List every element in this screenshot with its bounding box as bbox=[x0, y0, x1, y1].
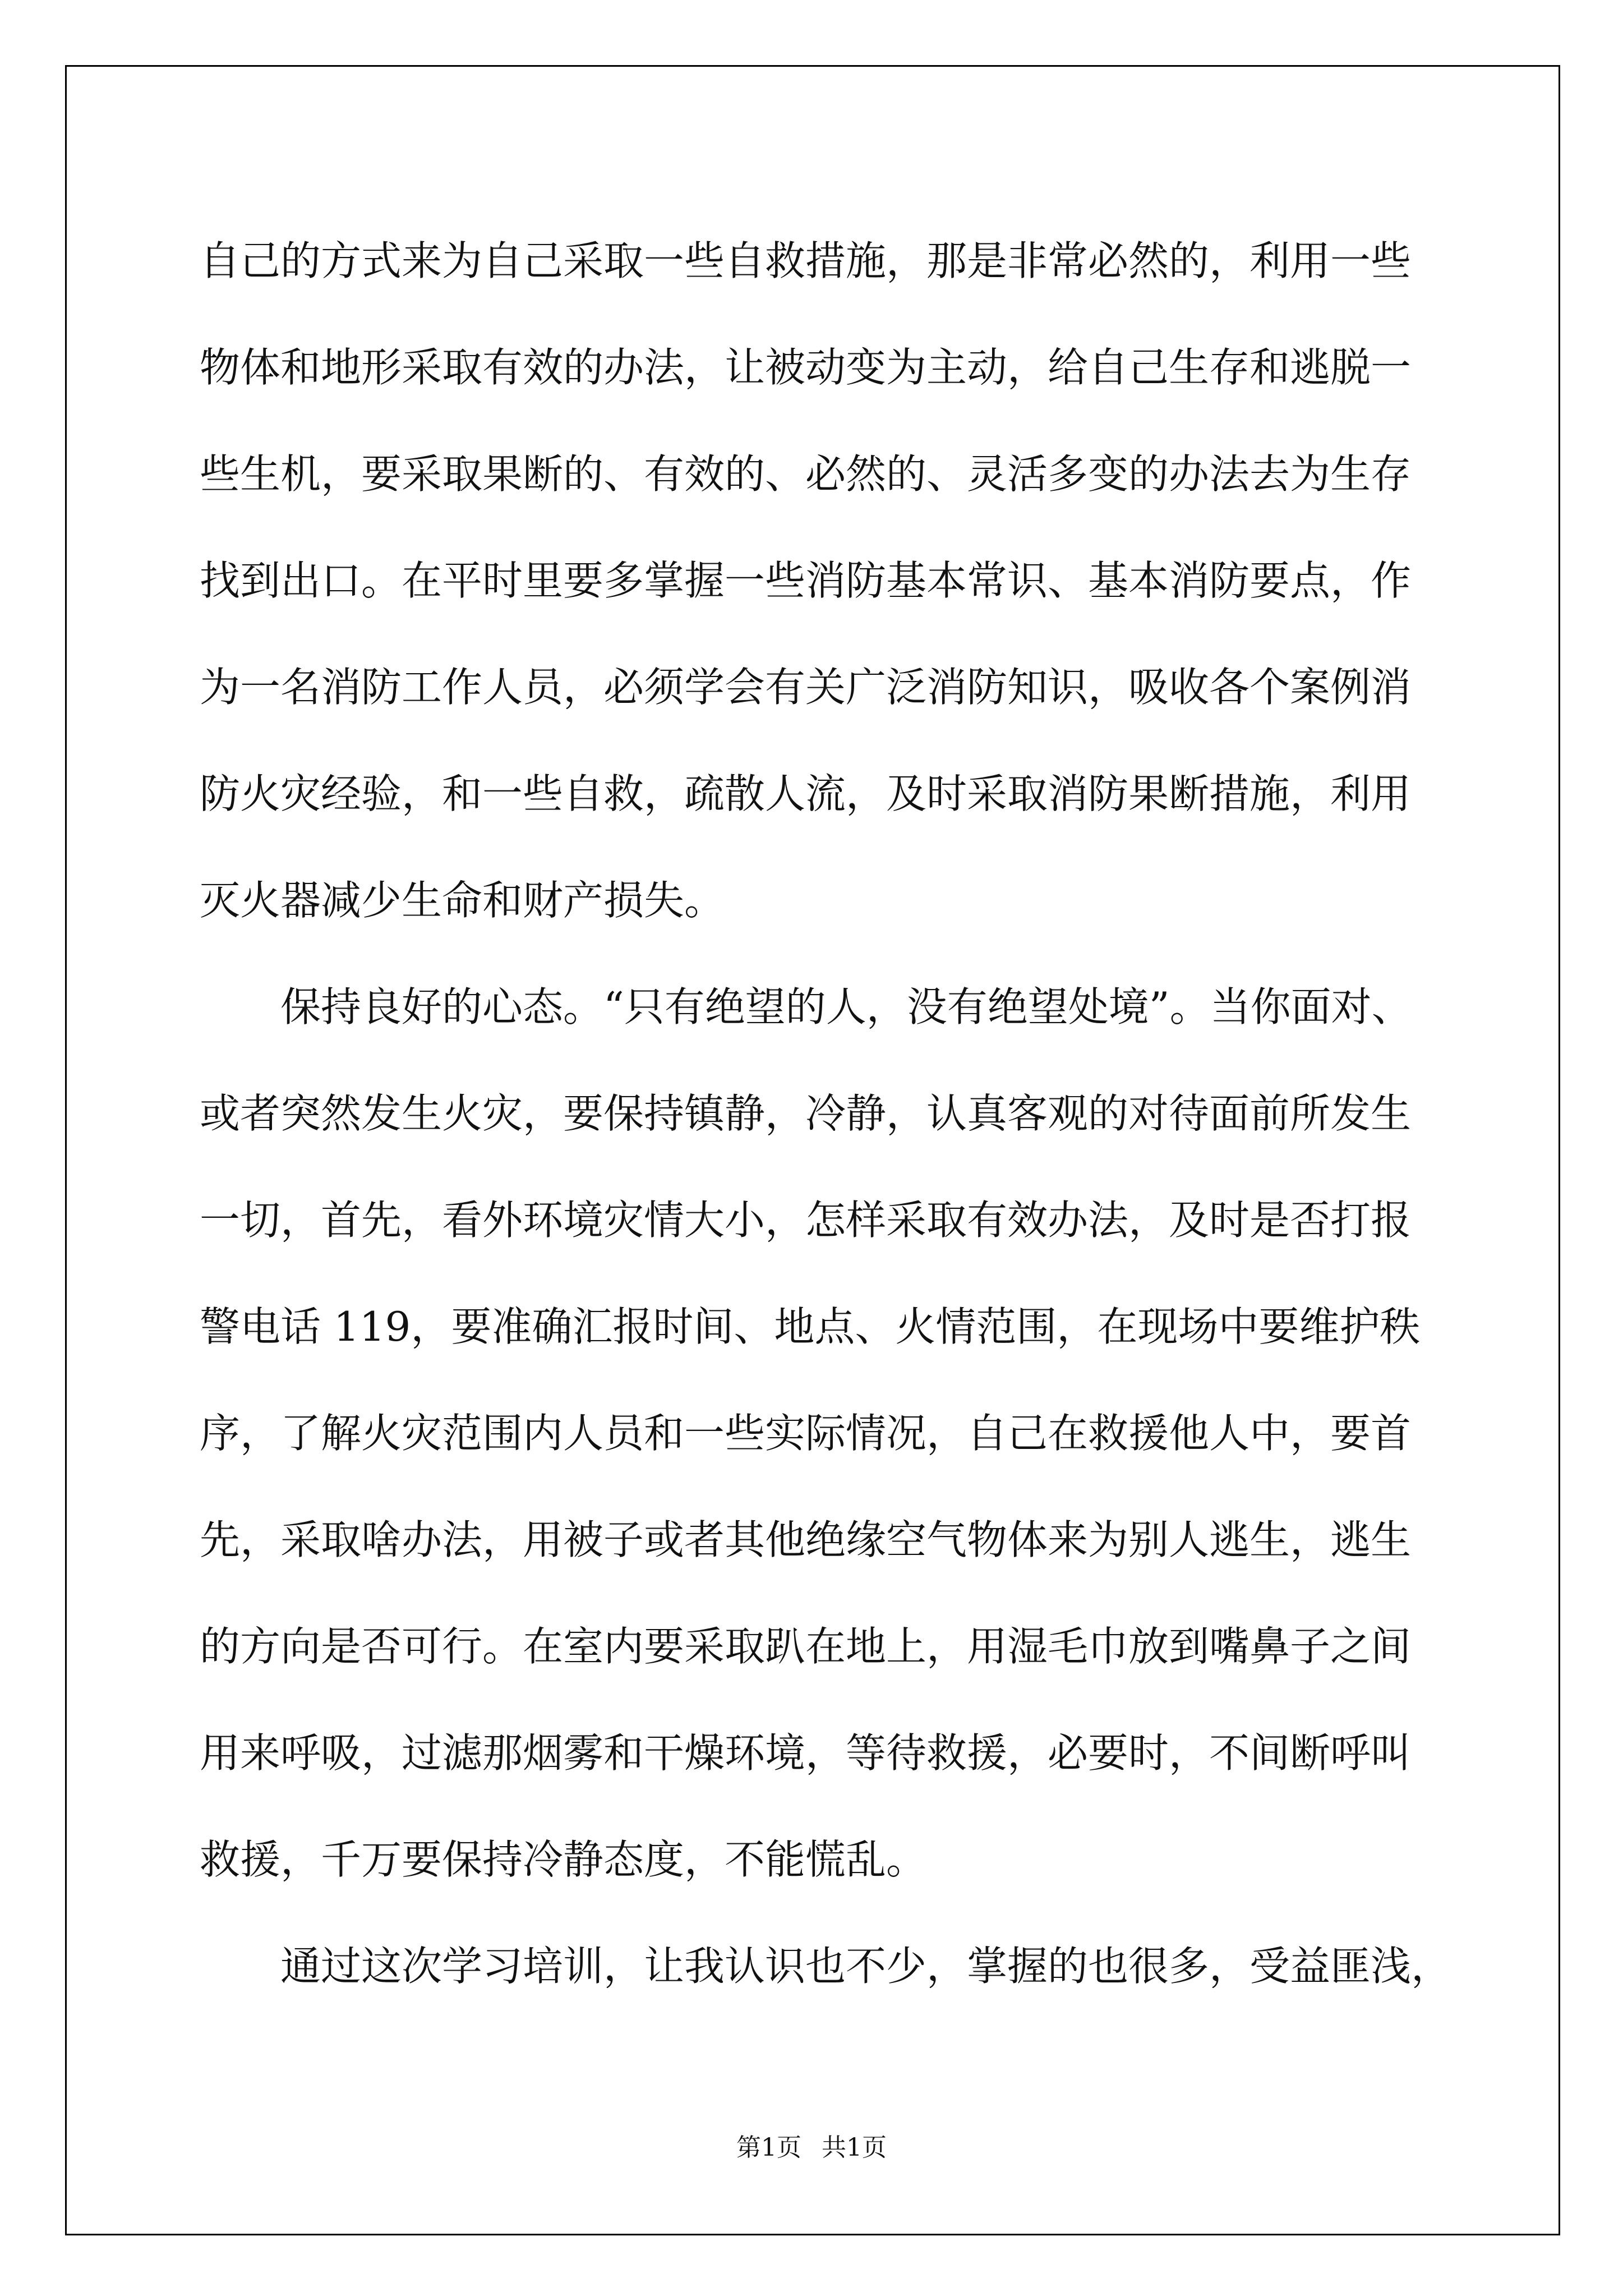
page-number-total: 共1页 bbox=[822, 2133, 887, 2162]
page-footer bbox=[0, 2127, 1623, 2163]
text-line: 保持良好的心态。“只有绝望的人，没有绝望处境”。当你面对、 bbox=[200, 983, 1412, 1030]
text-line: 序，了解火灾范围内人员和一些实际情况，自己在救援他人中，要首 bbox=[200, 1410, 1412, 1457]
text-line: 防火灾经验，和一些自救，疏散人流，及时采取消防果断措施，利用 bbox=[200, 770, 1412, 817]
page-number-current: 第1页 bbox=[736, 2133, 801, 2162]
text-line: 用来呼吸，过滤那烟雾和干燥环境，等待救援，必要时，不间断呼叫 bbox=[200, 1729, 1412, 1777]
text-line: 的方向是否可行。在室内要采取趴在地上，用湿毛巾放到嘴鼻子之间 bbox=[200, 1623, 1412, 1670]
text-line: 警电话 119，要准确汇报时间、地点、火情范围，在现场中要维护秩 bbox=[200, 1303, 1421, 1350]
text-line: 些生机，要采取果断的、有效的、必然的、灵活多变的办法去为生存 bbox=[200, 450, 1412, 498]
text-line: 自己的方式来为自己采取一些自救措施，那是非常必然的，利用一些 bbox=[200, 237, 1412, 284]
text-line: 找到出口。在平时里要多掌握一些消防基本常识、基本消防要点，作 bbox=[200, 557, 1412, 604]
text-line: 先，采取啥办法，用被子或者其他绝缘空气物体来为别人逃生，逃生 bbox=[200, 1516, 1412, 1563]
text-line: 或者突然发生火灾，要保持镇静，冷静，认真客观的对待面前所发生 bbox=[200, 1090, 1412, 1137]
text-line: 救援，千万要保持冷静态度，不能慌乱。 bbox=[200, 1836, 927, 1883]
document-body bbox=[200, 208, 1452, 2019]
text-line: 为一名消防工作人员，必须学会有关广泛消防知识，吸收各个案例消 bbox=[200, 664, 1412, 711]
text-line: 通过这次学习培训，让我认识也不少，掌握的也很多，受益匪浅， bbox=[200, 1943, 1452, 1990]
text-line: 灭火器减少生命和财产损失。 bbox=[200, 877, 725, 924]
text-line: 物体和地形采取有效的办法，让被动变为主动，给自己生存和逃脱一 bbox=[200, 344, 1412, 391]
text-line: 一切，首先，看外环境灾情大小，怎样采取有效办法，及时是否打报 bbox=[200, 1197, 1412, 1244]
